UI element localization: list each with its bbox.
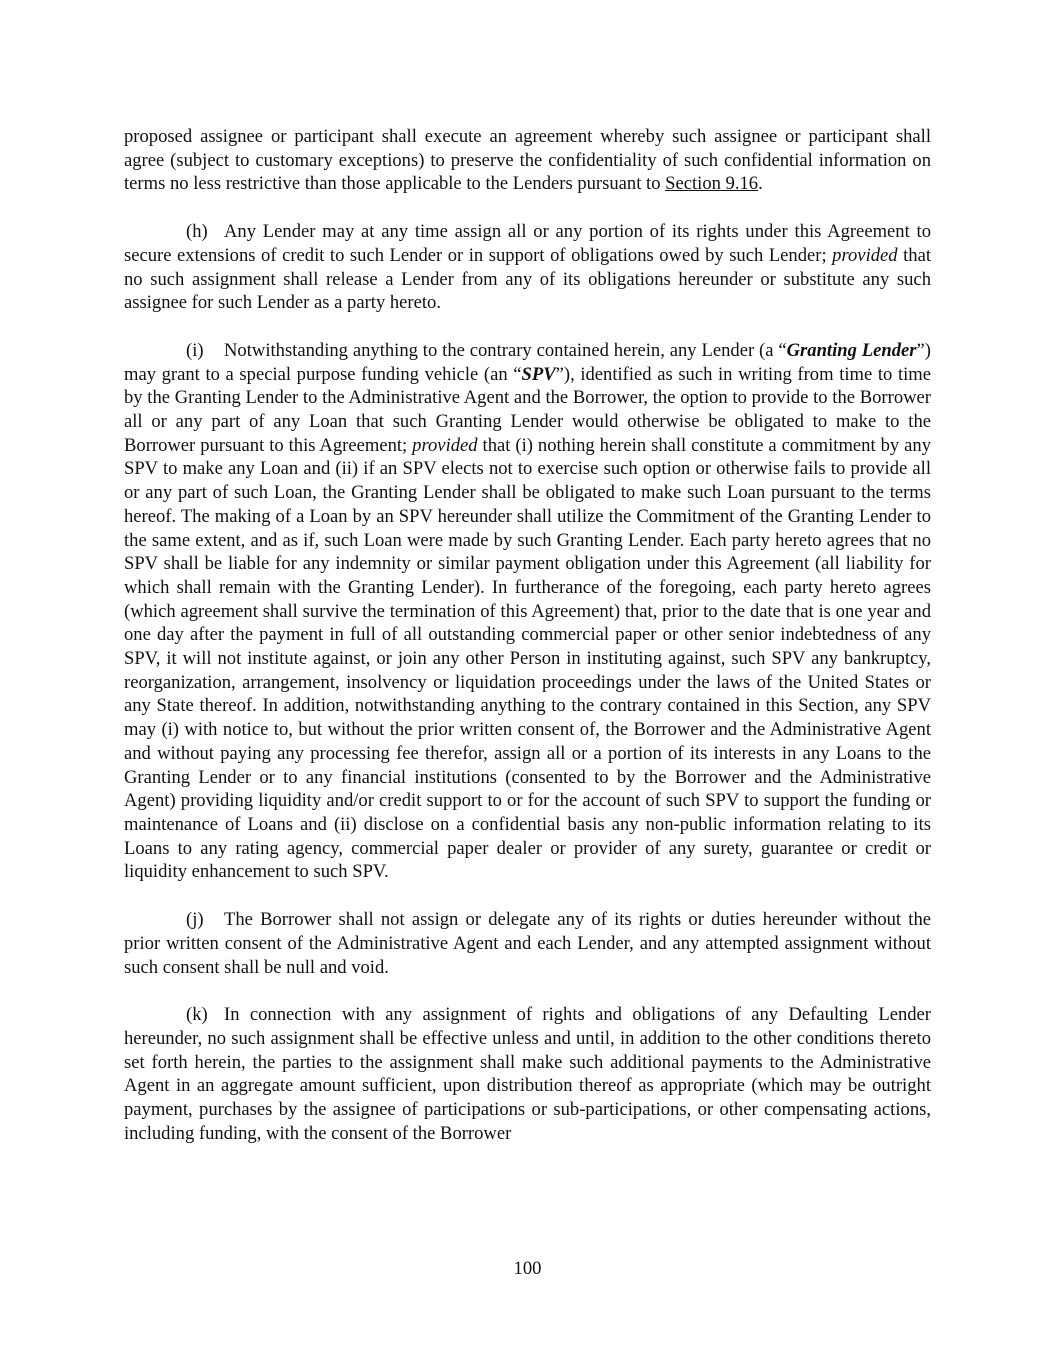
document-page bbox=[124, 125, 931, 1169]
paragraph-h bbox=[124, 220, 931, 315]
paragraph-i-text-c: ”), identified as such in writing from time to time by the Granting Lender to the Administrative Agent and the Borrower, the option to provide to the Borrower all or any part of any Loan that such Granting Lender would otherwise be obligated to make to the Borrower pursuant to this Agreement; bbox=[124, 363, 931, 456]
section-reference: Section 9.16 bbox=[665, 173, 759, 195]
paragraph-j-label: (j) bbox=[186, 909, 204, 931]
defined-term-granting-lender: Granting Lender bbox=[786, 339, 917, 361]
paragraph-i-label: (i) bbox=[186, 339, 204, 361]
paragraph-intro bbox=[124, 125, 931, 196]
paragraph-i-text-d: that (i) nothing herein shall constitute a commitment by any SPV to make any Loan and (ii) if an SPV elects not to exercise such option or otherwise fails to provide all or any part of such Loan, the Granting Lender shall be obligated to make such Loan pursuant to the terms hereof. The making of a Loan by an SPV hereunder shall utilize the Commitment of the Granting Lender to the same extent, and as if, such Loan were made by such Granting Lender. Each party hereto agrees that no SPV shall be liable for any indemnity or similar payment obligation under this Agreement (all liability for which shall remain with the Granting Lender). In furtherance of the foregoing, each party hereto agrees (which agreement shall survive the termination of this Agreement) that, prior to the date that is one year and one day after the payment in full of all outstanding commercial paper or other senior indebtedness of any SPV, it will not institute against, or join any other Person in instituting against, such SPV any bankruptcy, reorganization, arrangement, insolvency or liquidation proceedings under the laws of the United States or any State thereof. In addition, notwithstanding anything to the contrary contained in this Section, any SPV may (i) with notice to, but without the prior written consent of, the Borrower and the Administrative Agent and without paying any processing fee therefor, assign all or a portion of its interests in any Loans to the Granting Lender or to any financial institutions (consented to by the Borrower and the Administrative Agent) providing liquidity and/or credit support to or for the account of such SPV to support the funding or maintenance of Loans and (ii) disclose on a confidential basis any non-public information relating to its Loans to any rating agency, commercial paper dealer or provider of any surety, guarantee or credit or liquidity enhancement to such SPV. bbox=[124, 434, 931, 883]
paragraph-i bbox=[124, 339, 931, 884]
paragraph-i-text-a: Notwithstanding anything to the contrary contained herein, any Lender (a “ bbox=[224, 339, 787, 361]
paragraph-k bbox=[124, 1003, 931, 1145]
paragraph-k-label: (k) bbox=[186, 1004, 208, 1026]
paragraph-k-text: In connection with any assignment of rights and obligations of any Defaulting Lender hereunder, no such assignment shall be effective unless and until, in addition to the other conditions thereto set forth herein, the parties to the assignment shall make such additional payments to the Administrative Agent in an aggregate amount sufficient, upon distribution thereof as appropriate (which may be outright payment, purchases by the assignee of participations or sub-participations, or other compensating actions, including funding, with the consent of the Borrower bbox=[124, 1004, 931, 1144]
paragraph-i-provided: provided bbox=[412, 434, 478, 456]
paragraph-j bbox=[124, 908, 931, 979]
paragraph-h-text-a: Any Lender may at any time assign all or any portion of its rights under this Agreement to secure extensions of credit to such Lender or in support of obligations owed by such Lender; bbox=[124, 221, 931, 266]
paragraph-intro-end: . bbox=[758, 173, 763, 195]
paragraph-j-text: The Borrower shall not assign or delegate any of its rights or duties hereunder without the prior written consent of the Administrative Agent and each Lender, and any attempted assignment without such consent shall be null and void. bbox=[124, 909, 931, 978]
paragraph-i-text-b: ”) may grant to a special purpose funding vehicle (an “ bbox=[124, 339, 931, 385]
page-number: 100 bbox=[513, 1258, 542, 1279]
defined-term-spv: SPV bbox=[521, 363, 556, 385]
paragraph-intro-text: proposed assignee or participant shall execute an agreement whereby such assignee or participant shall agree (subject to customary exceptions) to preserve the confidentiality of such confidential information on terms no less restrictive than those applicable to the Lenders pursuant to bbox=[124, 126, 931, 195]
paragraph-h-provided: provided bbox=[832, 244, 898, 266]
paragraph-h-text-b: that no such assignment shall release a Lender from any of its obligations hereunder or substitute any such assignee for such Lender as a party hereto. bbox=[124, 244, 931, 314]
paragraph-h-label: (h) bbox=[186, 221, 208, 243]
